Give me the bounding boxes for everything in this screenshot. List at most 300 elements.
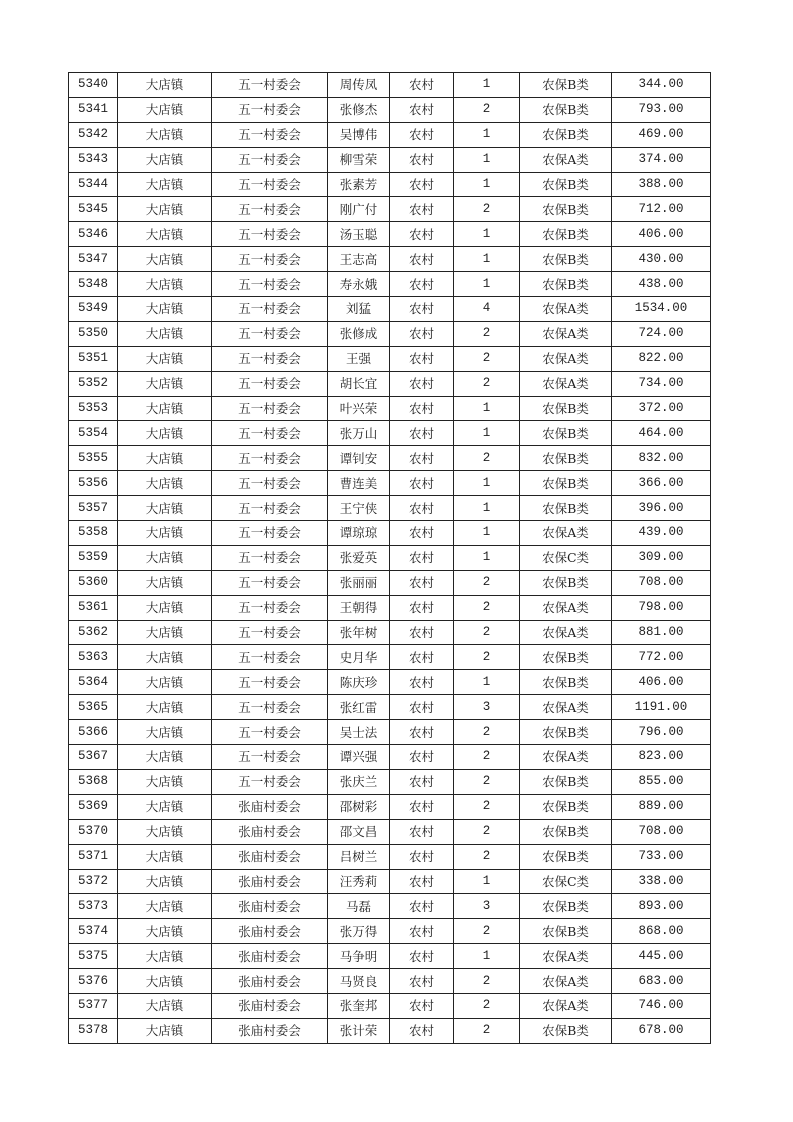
member-count-cell: 1 <box>454 272 520 297</box>
row-id-cell: 5367 <box>69 745 118 770</box>
amount-cell: 868.00 <box>612 919 711 944</box>
row-id-cell: 5341 <box>69 97 118 122</box>
table-row <box>69 695 711 720</box>
name-cell: 汤玉聪 <box>328 222 390 247</box>
insurance-category-cell: 农保A类 <box>520 595 612 620</box>
amount-cell: 724.00 <box>612 321 711 346</box>
village-committee-cell: 五一村委会 <box>212 371 328 396</box>
amount-cell: 309.00 <box>612 545 711 570</box>
amount-cell: 893.00 <box>612 894 711 919</box>
member-count-cell: 1 <box>454 172 520 197</box>
row-id-cell: 5348 <box>69 272 118 297</box>
amount-cell: 712.00 <box>612 197 711 222</box>
member-count-cell: 2 <box>454 197 520 222</box>
row-id-cell: 5362 <box>69 620 118 645</box>
household-type-cell: 农村 <box>390 570 454 595</box>
row-id-cell: 5371 <box>69 844 118 869</box>
name-cell: 张修杰 <box>328 97 390 122</box>
row-id-cell: 5346 <box>69 222 118 247</box>
name-cell: 张庆兰 <box>328 769 390 794</box>
member-count-cell: 2 <box>454 720 520 745</box>
amount-cell: 823.00 <box>612 745 711 770</box>
name-cell: 张万得 <box>328 919 390 944</box>
insurance-category-cell: 农保B类 <box>520 496 612 521</box>
town-cell: 大店镇 <box>118 844 212 869</box>
insurance-category-cell: 农保A类 <box>520 297 612 322</box>
household-type-cell: 农村 <box>390 396 454 421</box>
member-count-cell: 2 <box>454 745 520 770</box>
village-committee-cell: 张庙村委会 <box>212 844 328 869</box>
village-committee-cell: 五一村委会 <box>212 321 328 346</box>
insurance-category-cell: 农保B类 <box>520 570 612 595</box>
village-committee-cell: 五一村委会 <box>212 769 328 794</box>
household-type-cell: 农村 <box>390 720 454 745</box>
town-cell: 大店镇 <box>118 993 212 1018</box>
name-cell: 吕树兰 <box>328 844 390 869</box>
member-count-cell: 2 <box>454 620 520 645</box>
row-id-cell: 5365 <box>69 695 118 720</box>
household-type-cell: 农村 <box>390 919 454 944</box>
row-id-cell: 5363 <box>69 645 118 670</box>
town-cell: 大店镇 <box>118 247 212 272</box>
household-type-cell: 农村 <box>390 496 454 521</box>
name-cell: 张奎邦 <box>328 993 390 1018</box>
village-committee-cell: 五一村委会 <box>212 695 328 720</box>
amount-cell: 439.00 <box>612 521 711 546</box>
insurance-category-cell: 农保A类 <box>520 944 612 969</box>
household-type-cell: 农村 <box>390 371 454 396</box>
insurance-category-cell: 农保B类 <box>520 97 612 122</box>
name-cell: 马贤良 <box>328 969 390 994</box>
town-cell: 大店镇 <box>118 172 212 197</box>
name-cell: 马磊 <box>328 894 390 919</box>
village-committee-cell: 五一村委会 <box>212 471 328 496</box>
insurance-category-cell: 农保A类 <box>520 695 612 720</box>
village-committee-cell: 五一村委会 <box>212 521 328 546</box>
amount-cell: 708.00 <box>612 819 711 844</box>
household-type-cell: 农村 <box>390 745 454 770</box>
amount-cell: 746.00 <box>612 993 711 1018</box>
town-cell: 大店镇 <box>118 819 212 844</box>
village-committee-cell: 五一村委会 <box>212 670 328 695</box>
household-type-cell: 农村 <box>390 272 454 297</box>
name-cell: 刚广付 <box>328 197 390 222</box>
member-count-cell: 2 <box>454 371 520 396</box>
amount-cell: 855.00 <box>612 769 711 794</box>
village-committee-cell: 张庙村委会 <box>212 894 328 919</box>
insurance-category-cell: 农保C类 <box>520 545 612 570</box>
town-cell: 大店镇 <box>118 297 212 322</box>
town-cell: 大店镇 <box>118 894 212 919</box>
household-type-cell: 农村 <box>390 197 454 222</box>
village-committee-cell: 五一村委会 <box>212 73 328 98</box>
household-type-cell: 农村 <box>390 695 454 720</box>
member-count-cell: 2 <box>454 969 520 994</box>
insurance-category-cell: 农保B类 <box>520 197 612 222</box>
insurance-category-cell: 农保A类 <box>520 321 612 346</box>
amount-cell: 406.00 <box>612 222 711 247</box>
village-committee-cell: 五一村委会 <box>212 421 328 446</box>
row-id-cell: 5375 <box>69 944 118 969</box>
town-cell: 大店镇 <box>118 73 212 98</box>
table-row <box>69 73 711 98</box>
member-count-cell: 1 <box>454 944 520 969</box>
row-id-cell: 5360 <box>69 570 118 595</box>
name-cell: 史月华 <box>328 645 390 670</box>
household-type-cell: 农村 <box>390 147 454 172</box>
table-row <box>69 969 711 994</box>
row-id-cell: 5353 <box>69 396 118 421</box>
amount-cell: 683.00 <box>612 969 711 994</box>
town-cell: 大店镇 <box>118 769 212 794</box>
table-row <box>69 819 711 844</box>
village-committee-cell: 五一村委会 <box>212 172 328 197</box>
insurance-category-cell: 农保A类 <box>520 371 612 396</box>
table-row <box>69 321 711 346</box>
table-row <box>69 620 711 645</box>
amount-cell: 678.00 <box>612 1018 711 1043</box>
household-type-cell: 农村 <box>390 844 454 869</box>
household-type-cell: 农村 <box>390 869 454 894</box>
amount-cell: 372.00 <box>612 396 711 421</box>
table-row <box>69 794 711 819</box>
insurance-category-cell: 农保B类 <box>520 446 612 471</box>
amount-cell: 406.00 <box>612 670 711 695</box>
table-row <box>69 97 711 122</box>
row-id-cell: 5366 <box>69 720 118 745</box>
row-id-cell: 5358 <box>69 521 118 546</box>
table-row <box>69 222 711 247</box>
village-committee-cell: 五一村委会 <box>212 147 328 172</box>
name-cell: 吴士法 <box>328 720 390 745</box>
name-cell: 张素芳 <box>328 172 390 197</box>
member-count-cell: 1 <box>454 670 520 695</box>
amount-cell: 832.00 <box>612 446 711 471</box>
town-cell: 大店镇 <box>118 346 212 371</box>
amount-cell: 366.00 <box>612 471 711 496</box>
name-cell: 柳雪荣 <box>328 147 390 172</box>
amount-cell: 734.00 <box>612 371 711 396</box>
amount-cell: 469.00 <box>612 122 711 147</box>
village-committee-cell: 五一村委会 <box>212 620 328 645</box>
town-cell: 大店镇 <box>118 545 212 570</box>
table-row <box>69 197 711 222</box>
insurance-category-cell: 农保B类 <box>520 471 612 496</box>
insurance-category-cell: 农保B类 <box>520 272 612 297</box>
member-count-cell: 1 <box>454 471 520 496</box>
household-type-cell: 农村 <box>390 769 454 794</box>
table-row <box>69 396 711 421</box>
member-count-cell: 2 <box>454 794 520 819</box>
village-committee-cell: 张庙村委会 <box>212 969 328 994</box>
town-cell: 大店镇 <box>118 670 212 695</box>
row-id-cell: 5349 <box>69 297 118 322</box>
amount-cell: 464.00 <box>612 421 711 446</box>
member-count-cell: 3 <box>454 894 520 919</box>
insurance-category-cell: 农保B类 <box>520 769 612 794</box>
town-cell: 大店镇 <box>118 595 212 620</box>
table-row <box>69 446 711 471</box>
name-cell: 叶兴荣 <box>328 396 390 421</box>
table-row <box>69 869 711 894</box>
insurance-category-cell: 农保A类 <box>520 745 612 770</box>
town-cell: 大店镇 <box>118 446 212 471</box>
member-count-cell: 1 <box>454 545 520 570</box>
amount-cell: 889.00 <box>612 794 711 819</box>
amount-cell: 430.00 <box>612 247 711 272</box>
row-id-cell: 5344 <box>69 172 118 197</box>
table-row <box>69 297 711 322</box>
row-id-cell: 5356 <box>69 471 118 496</box>
name-cell: 张丽丽 <box>328 570 390 595</box>
name-cell: 刘猛 <box>328 297 390 322</box>
village-committee-cell: 五一村委会 <box>212 595 328 620</box>
member-count-cell: 1 <box>454 73 520 98</box>
name-cell: 张爱英 <box>328 545 390 570</box>
table-body <box>69 73 711 1044</box>
household-type-cell: 农村 <box>390 122 454 147</box>
household-type-cell: 农村 <box>390 172 454 197</box>
name-cell: 张万山 <box>328 421 390 446</box>
amount-cell: 374.00 <box>612 147 711 172</box>
village-committee-cell: 五一村委会 <box>212 396 328 421</box>
row-id-cell: 5368 <box>69 769 118 794</box>
name-cell: 周传凤 <box>328 73 390 98</box>
member-count-cell: 1 <box>454 421 520 446</box>
row-id-cell: 5370 <box>69 819 118 844</box>
town-cell: 大店镇 <box>118 1018 212 1043</box>
table-row <box>69 595 711 620</box>
town-cell: 大店镇 <box>118 122 212 147</box>
name-cell: 谭琼琼 <box>328 521 390 546</box>
insurance-category-cell: 农保B类 <box>520 819 612 844</box>
amount-cell: 793.00 <box>612 97 711 122</box>
household-type-cell: 农村 <box>390 819 454 844</box>
row-id-cell: 5343 <box>69 147 118 172</box>
household-type-cell: 农村 <box>390 1018 454 1043</box>
name-cell: 王宁侠 <box>328 496 390 521</box>
insurance-category-cell: 农保A类 <box>520 620 612 645</box>
household-type-cell: 农村 <box>390 97 454 122</box>
household-type-cell: 农村 <box>390 446 454 471</box>
table-row <box>69 371 711 396</box>
member-count-cell: 1 <box>454 247 520 272</box>
village-committee-cell: 五一村委会 <box>212 745 328 770</box>
town-cell: 大店镇 <box>118 720 212 745</box>
village-committee-cell: 张庙村委会 <box>212 794 328 819</box>
insurance-category-cell: 农保B类 <box>520 421 612 446</box>
member-count-cell: 2 <box>454 346 520 371</box>
insurance-category-cell: 农保A类 <box>520 147 612 172</box>
name-cell: 曹连美 <box>328 471 390 496</box>
amount-cell: 344.00 <box>612 73 711 98</box>
table-row <box>69 545 711 570</box>
row-id-cell: 5359 <box>69 545 118 570</box>
table-row <box>69 346 711 371</box>
member-count-cell: 2 <box>454 1018 520 1043</box>
town-cell: 大店镇 <box>118 745 212 770</box>
table-row <box>69 247 711 272</box>
name-cell: 张年树 <box>328 620 390 645</box>
insurance-category-cell: 农保B类 <box>520 844 612 869</box>
row-id-cell: 5347 <box>69 247 118 272</box>
table-row <box>69 1018 711 1043</box>
name-cell: 张红雷 <box>328 695 390 720</box>
village-committee-cell: 五一村委会 <box>212 122 328 147</box>
household-type-cell: 农村 <box>390 521 454 546</box>
table-row <box>69 993 711 1018</box>
household-type-cell: 农村 <box>390 346 454 371</box>
insurance-category-cell: 农保B类 <box>520 670 612 695</box>
village-committee-cell: 五一村委会 <box>212 247 328 272</box>
village-committee-cell: 五一村委会 <box>212 197 328 222</box>
household-type-cell: 农村 <box>390 73 454 98</box>
village-committee-cell: 张庙村委会 <box>212 819 328 844</box>
household-type-cell: 农村 <box>390 944 454 969</box>
table-row <box>69 421 711 446</box>
village-committee-cell: 五一村委会 <box>212 222 328 247</box>
member-count-cell: 2 <box>454 993 520 1018</box>
household-type-cell: 农村 <box>390 620 454 645</box>
row-id-cell: 5351 <box>69 346 118 371</box>
amount-cell: 733.00 <box>612 844 711 869</box>
table-row <box>69 645 711 670</box>
village-committee-cell: 五一村委会 <box>212 272 328 297</box>
name-cell: 胡长宜 <box>328 371 390 396</box>
town-cell: 大店镇 <box>118 421 212 446</box>
records-table <box>68 72 711 1044</box>
town-cell: 大店镇 <box>118 471 212 496</box>
row-id-cell: 5352 <box>69 371 118 396</box>
town-cell: 大店镇 <box>118 496 212 521</box>
town-cell: 大店镇 <box>118 645 212 670</box>
amount-cell: 772.00 <box>612 645 711 670</box>
row-id-cell: 5369 <box>69 794 118 819</box>
village-committee-cell: 张庙村委会 <box>212 869 328 894</box>
village-committee-cell: 张庙村委会 <box>212 1018 328 1043</box>
town-cell: 大店镇 <box>118 919 212 944</box>
table-row <box>69 172 711 197</box>
amount-cell: 1191.00 <box>612 695 711 720</box>
household-type-cell: 农村 <box>390 421 454 446</box>
member-count-cell: 2 <box>454 844 520 869</box>
town-cell: 大店镇 <box>118 944 212 969</box>
row-id-cell: 5350 <box>69 321 118 346</box>
household-type-cell: 农村 <box>390 794 454 819</box>
row-id-cell: 5340 <box>69 73 118 98</box>
town-cell: 大店镇 <box>118 570 212 595</box>
village-committee-cell: 张庙村委会 <box>212 993 328 1018</box>
village-committee-cell: 五一村委会 <box>212 297 328 322</box>
household-type-cell: 农村 <box>390 222 454 247</box>
town-cell: 大店镇 <box>118 969 212 994</box>
table-row <box>69 745 711 770</box>
household-type-cell: 农村 <box>390 471 454 496</box>
row-id-cell: 5354 <box>69 421 118 446</box>
name-cell: 谭兴强 <box>328 745 390 770</box>
name-cell: 谭钊安 <box>328 446 390 471</box>
town-cell: 大店镇 <box>118 321 212 346</box>
row-id-cell: 5374 <box>69 919 118 944</box>
insurance-category-cell: 农保B类 <box>520 122 612 147</box>
insurance-category-cell: 农保B类 <box>520 1018 612 1043</box>
household-type-cell: 农村 <box>390 645 454 670</box>
village-committee-cell: 五一村委会 <box>212 545 328 570</box>
household-type-cell: 农村 <box>390 247 454 272</box>
town-cell: 大店镇 <box>118 147 212 172</box>
name-cell: 寿永娥 <box>328 272 390 297</box>
row-id-cell: 5373 <box>69 894 118 919</box>
insurance-category-cell: 农保A类 <box>520 969 612 994</box>
town-cell: 大店镇 <box>118 695 212 720</box>
insurance-category-cell: 农保A类 <box>520 993 612 1018</box>
insurance-category-cell: 农保B类 <box>520 247 612 272</box>
amount-cell: 438.00 <box>612 272 711 297</box>
name-cell: 马争明 <box>328 944 390 969</box>
village-committee-cell: 五一村委会 <box>212 645 328 670</box>
amount-cell: 798.00 <box>612 595 711 620</box>
village-committee-cell: 五一村委会 <box>212 720 328 745</box>
amount-cell: 796.00 <box>612 720 711 745</box>
name-cell: 张计荣 <box>328 1018 390 1043</box>
amount-cell: 881.00 <box>612 620 711 645</box>
row-id-cell: 5345 <box>69 197 118 222</box>
row-id-cell: 5378 <box>69 1018 118 1043</box>
row-id-cell: 5357 <box>69 496 118 521</box>
table-row <box>69 147 711 172</box>
name-cell: 吴博伟 <box>328 122 390 147</box>
amount-cell: 1534.00 <box>612 297 711 322</box>
name-cell: 王强 <box>328 346 390 371</box>
insurance-category-cell: 农保B类 <box>520 894 612 919</box>
town-cell: 大店镇 <box>118 869 212 894</box>
insurance-category-cell: 农保C类 <box>520 869 612 894</box>
name-cell: 邵树彩 <box>328 794 390 819</box>
member-count-cell: 1 <box>454 222 520 247</box>
amount-cell: 822.00 <box>612 346 711 371</box>
row-id-cell: 5364 <box>69 670 118 695</box>
table-row <box>69 521 711 546</box>
household-type-cell: 农村 <box>390 595 454 620</box>
insurance-category-cell: 农保B类 <box>520 645 612 670</box>
table-row <box>69 570 711 595</box>
member-count-cell: 1 <box>454 147 520 172</box>
insurance-category-cell: 农保B类 <box>520 919 612 944</box>
row-id-cell: 5342 <box>69 122 118 147</box>
household-type-cell: 农村 <box>390 545 454 570</box>
member-count-cell: 2 <box>454 645 520 670</box>
name-cell: 邵文昌 <box>328 819 390 844</box>
village-committee-cell: 张庙村委会 <box>212 944 328 969</box>
insurance-category-cell: 农保B类 <box>520 222 612 247</box>
insurance-category-cell: 农保A类 <box>520 346 612 371</box>
town-cell: 大店镇 <box>118 371 212 396</box>
household-type-cell: 农村 <box>390 969 454 994</box>
row-id-cell: 5372 <box>69 869 118 894</box>
table-row <box>69 496 711 521</box>
town-cell: 大店镇 <box>118 521 212 546</box>
table-row <box>69 844 711 869</box>
row-id-cell: 5361 <box>69 595 118 620</box>
member-count-cell: 1 <box>454 521 520 546</box>
town-cell: 大店镇 <box>118 620 212 645</box>
amount-cell: 338.00 <box>612 869 711 894</box>
member-count-cell: 2 <box>454 321 520 346</box>
member-count-cell: 2 <box>454 919 520 944</box>
member-count-cell: 2 <box>454 97 520 122</box>
row-id-cell: 5377 <box>69 993 118 1018</box>
town-cell: 大店镇 <box>118 222 212 247</box>
